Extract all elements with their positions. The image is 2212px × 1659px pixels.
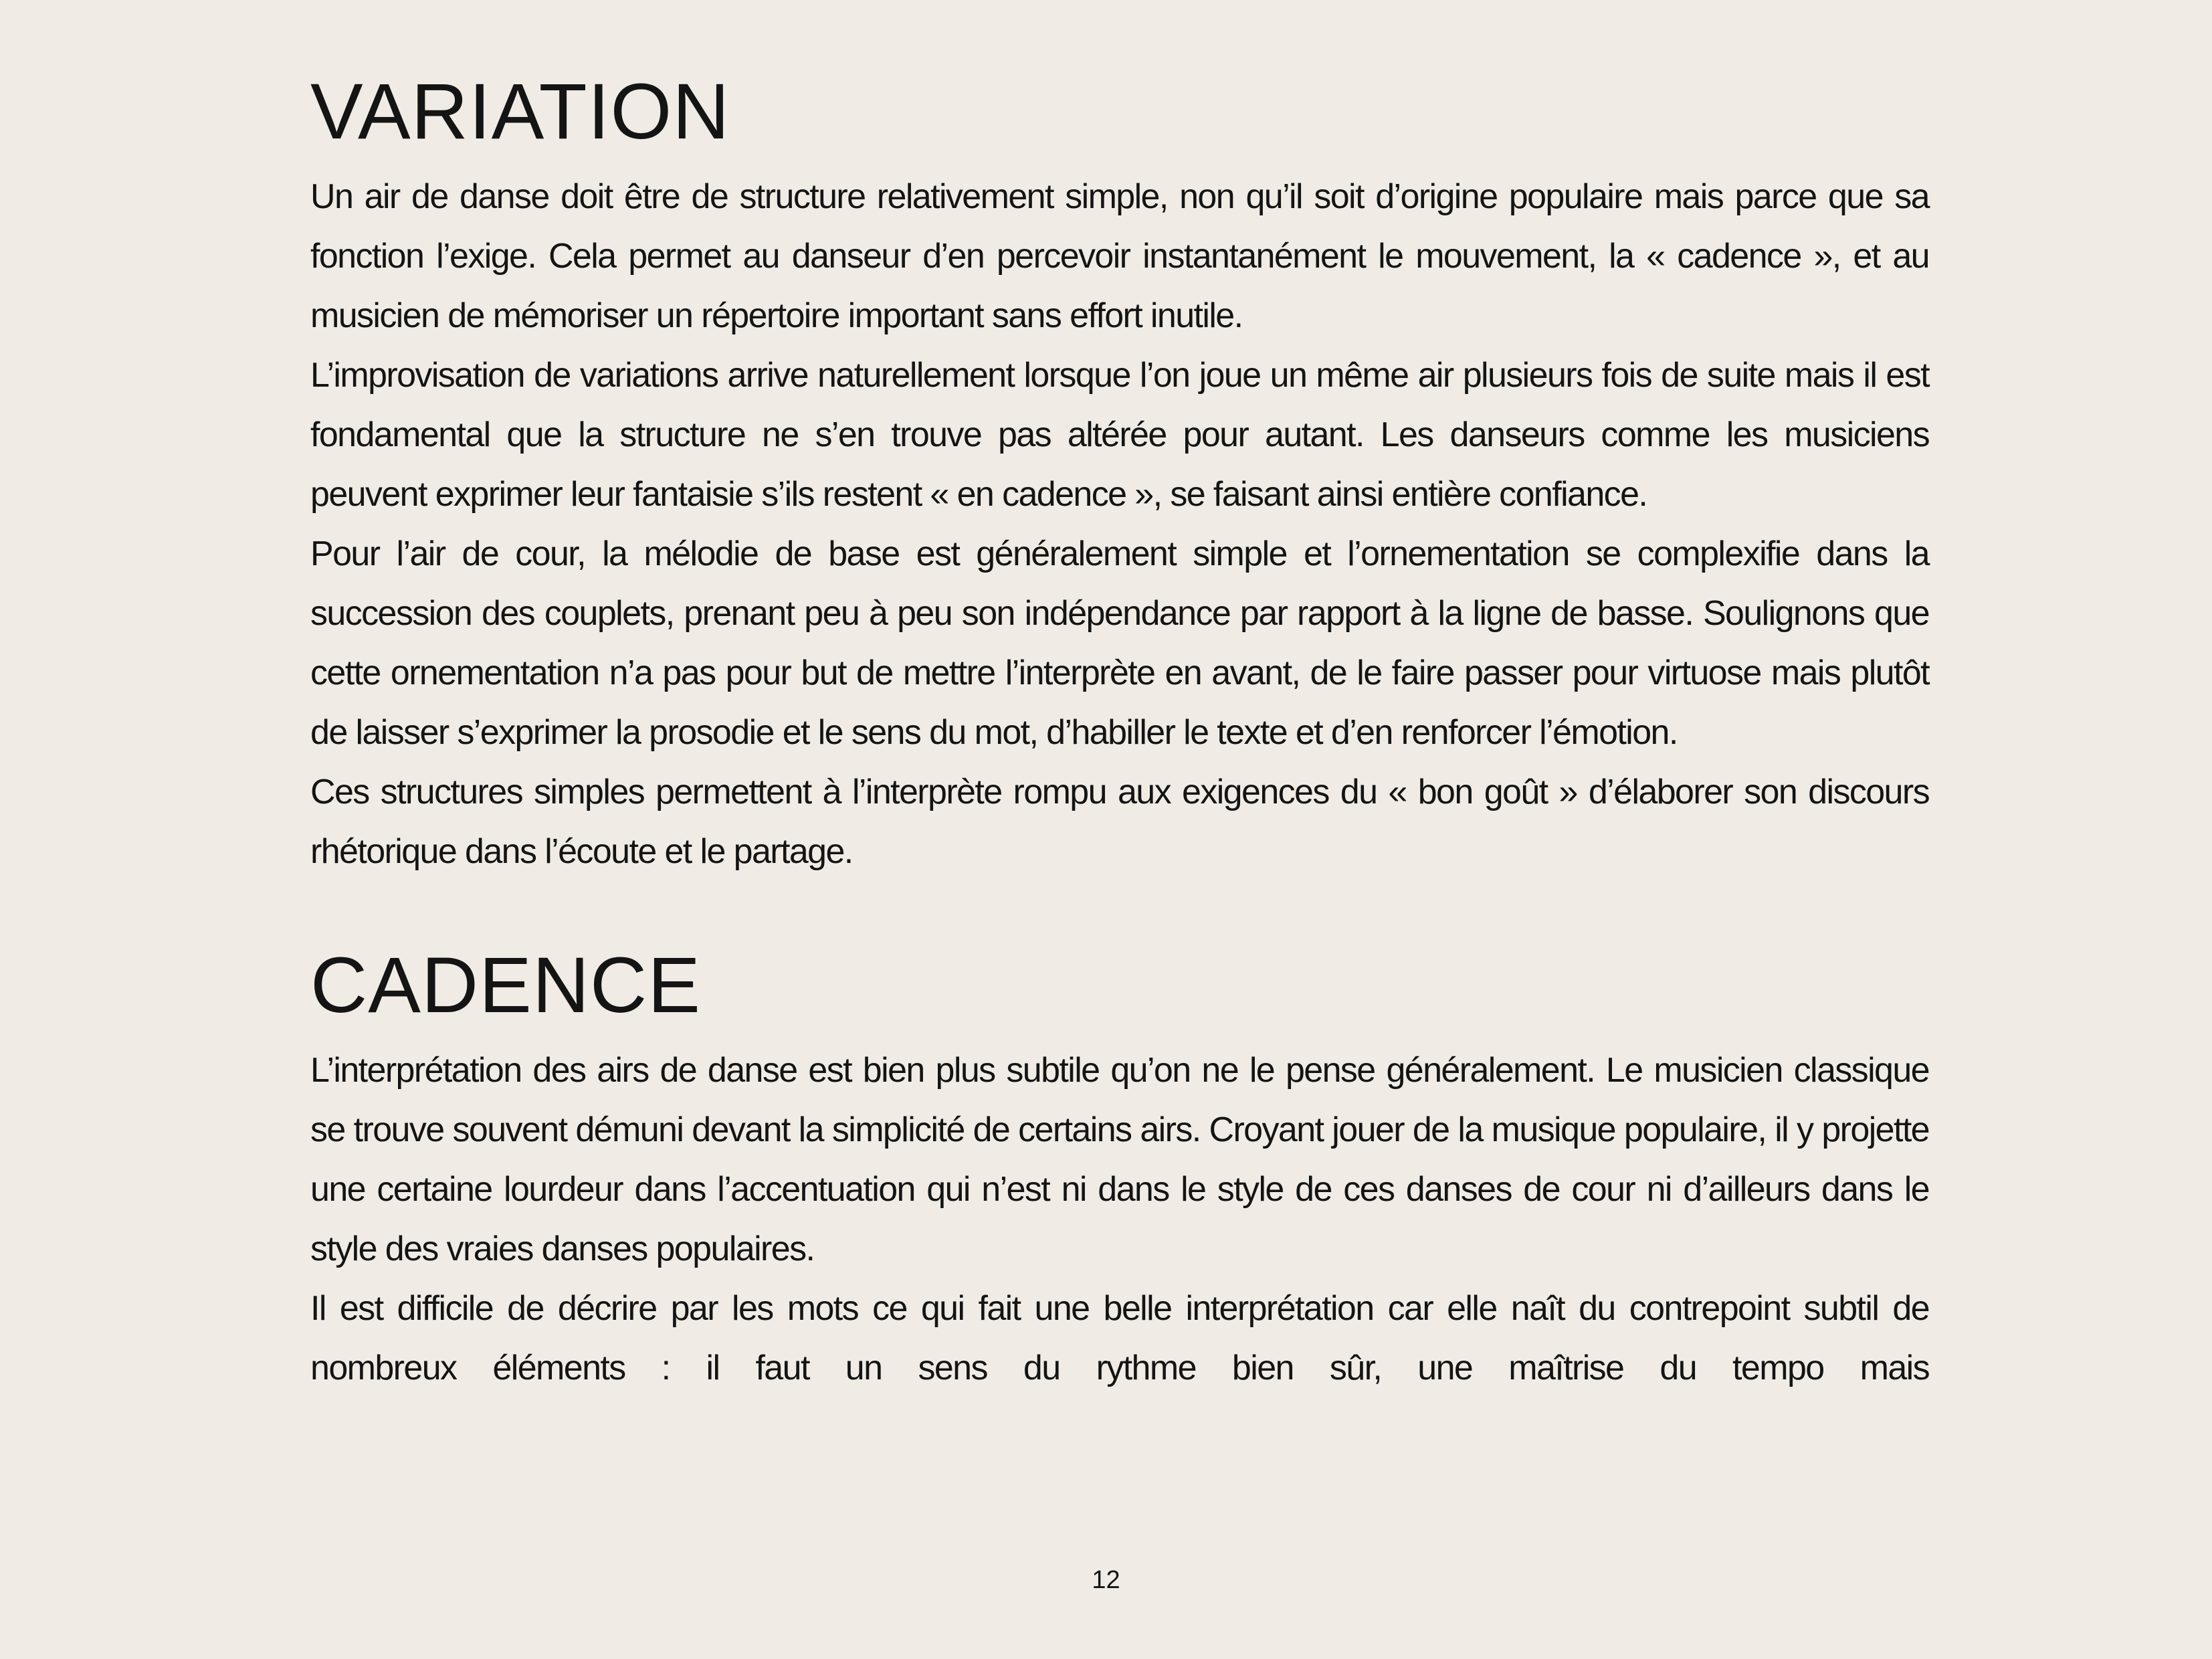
section-cadence: [310, 941, 1929, 1398]
paragraph: Il est difficile de décrire par les mots ce qui fait une belle interprétation car elle naît du contrepoint subtil de nombreux éléments : il faut un sens du rythme bien sûr, une maîtrise du tempo mais: [310, 1289, 1929, 1387]
paragraph: Ces structures simples permettent à l’interprète rompu aux exigences du « bon goût » d’élaborer son discours rhétorique dans l’écoute et le partage.: [310, 773, 1929, 871]
paragraph: L’interprétation des airs de danse est bien plus subtile qu’on ne le pense généralement. Le musicien classique se trouve souvent démuni devant la simplicité de certains airs. Croyant jouer de la musique populaire, il y projette une certaine lourdeur dans l’accentuation qui n’est ni dans le style de ces danses de cour ni d’ailleurs dans le style des vraies danses populaires.: [310, 1051, 1929, 1268]
section-variation: [310, 68, 1929, 882]
section-heading-cadence: CADENCE: [310, 941, 701, 1030]
page-number: 12: [1092, 1566, 1120, 1594]
paragraph: Un air de danse doit être de structure relativement simple, non qu’il soit d’origine populaire mais parce que sa fonction l’exige. Cela permet au danseur d’en percevoir instantanément le mouvement, la « cadence », et au musicien de mémoriser un répertoire important sans effort inutile.: [310, 177, 1929, 335]
section-heading-variation: VARIATION: [310, 68, 730, 156]
paragraph: L’improvisation de variations arrive naturellement lorsque l’on joue un même air plusieurs fois de suite mais il est fondamental que la structure ne s’en trouve pas altérée pour autant. Les danseurs comme les musiciens peuvent exprimer leur fantaisie s’ils restent « en cadence », se faisant ainsi entière confiance.: [310, 356, 1929, 514]
paragraph: Pour l’air de cour, la mélodie de base est généralement simple et l’ornementation se complexifie dans la succession des couplets, prenant peu à peu son indépendance par rapport à la ligne de basse. Soulignons que cette ornementation n’a pas pour but de mettre l’interprète en avant, de le faire passer pour virtuose mais plutôt de laisser s’exprimer la prosodie et le sens du mot, d’habiller le texte et d’en renforcer l’émotion.: [310, 534, 1929, 752]
text-column: [310, 0, 1929, 1398]
